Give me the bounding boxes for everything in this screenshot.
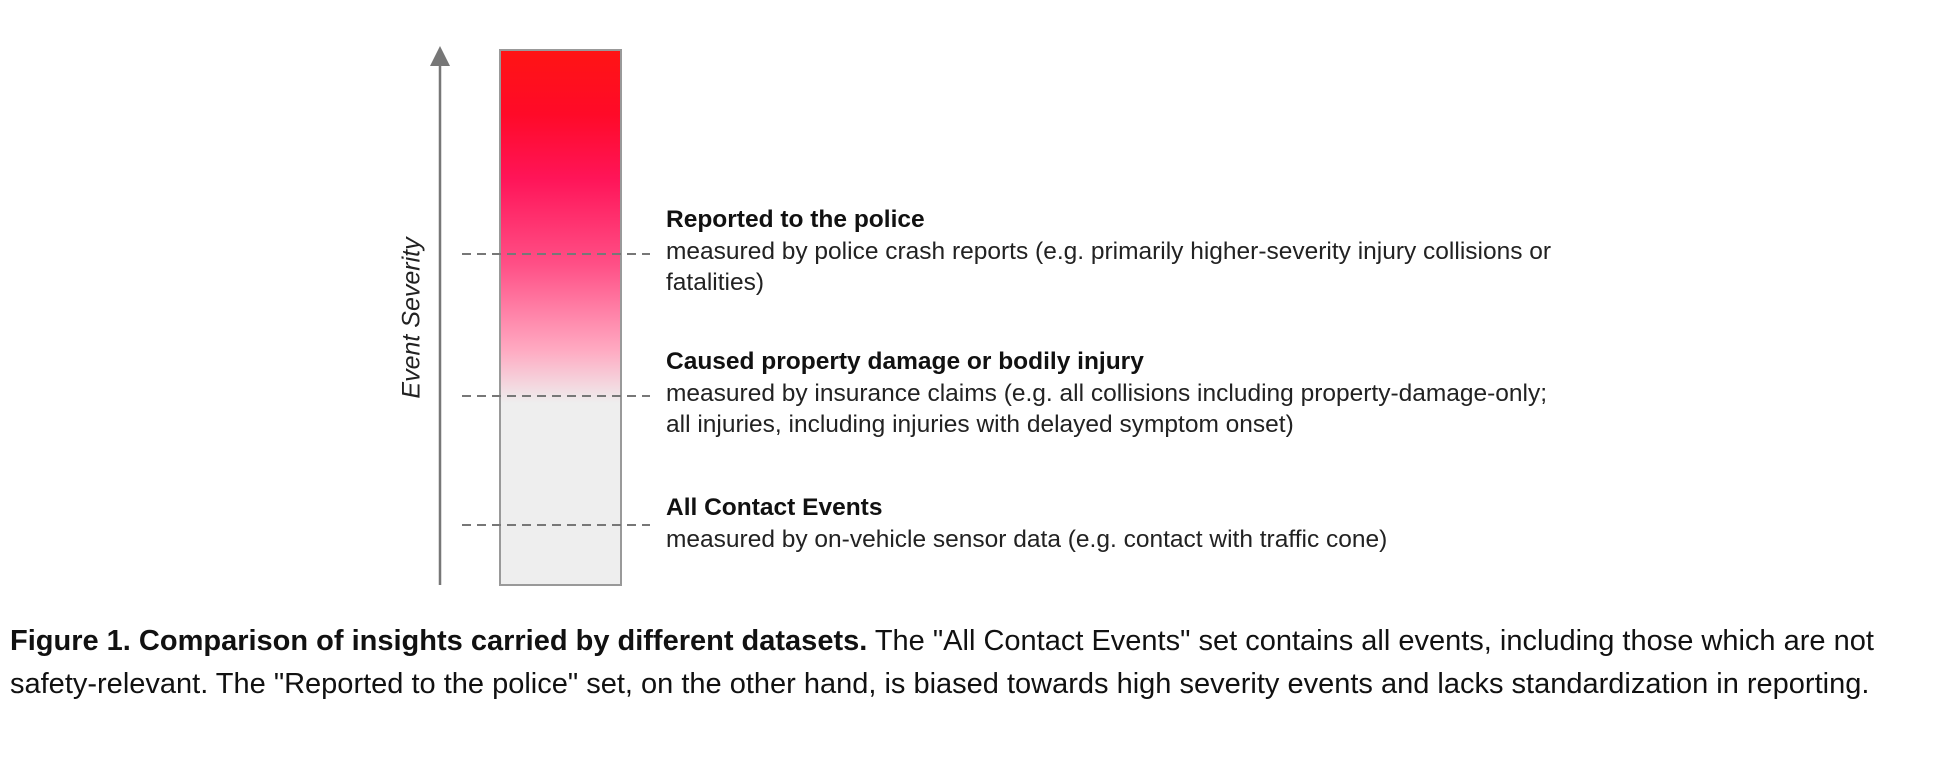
level-property-damage [666,346,1666,440]
level-title: Reported to the police [666,206,925,233]
level-police [666,204,1666,298]
level-description: measured by on-vehicle sensor data (e.g. contact with traffic cone) [666,526,1388,553]
severity-gradient-bar [500,50,621,585]
figure-caption-label: Figure 1. Comparison of insights carried by different datasets. [10,625,868,657]
level-description: measured by insurance claims (e.g. all collisions including property-damage-only; all injuries, including injuries with delayed symptom onset) [666,380,1548,438]
figure-caption-text: The "All Contact Events" set contains all events, including those which are not safety-relevant. The "Reported to the police" set, on the other hand, is biased towards high severity events and lacks standardization in reporting. [10,625,1874,700]
level-title: Caused property damage or bodily injury [666,348,1144,375]
severity-axis-arrowhead [430,46,450,66]
level-all-contact [666,492,1666,555]
axis-label-text: Event Severity [397,237,426,399]
level-description: measured by police crash reports (e.g. primarily higher-severity injury collisions or fatalities) [666,238,1552,296]
level-title: All Contact Events [666,494,883,521]
figure-caption [10,620,1930,706]
